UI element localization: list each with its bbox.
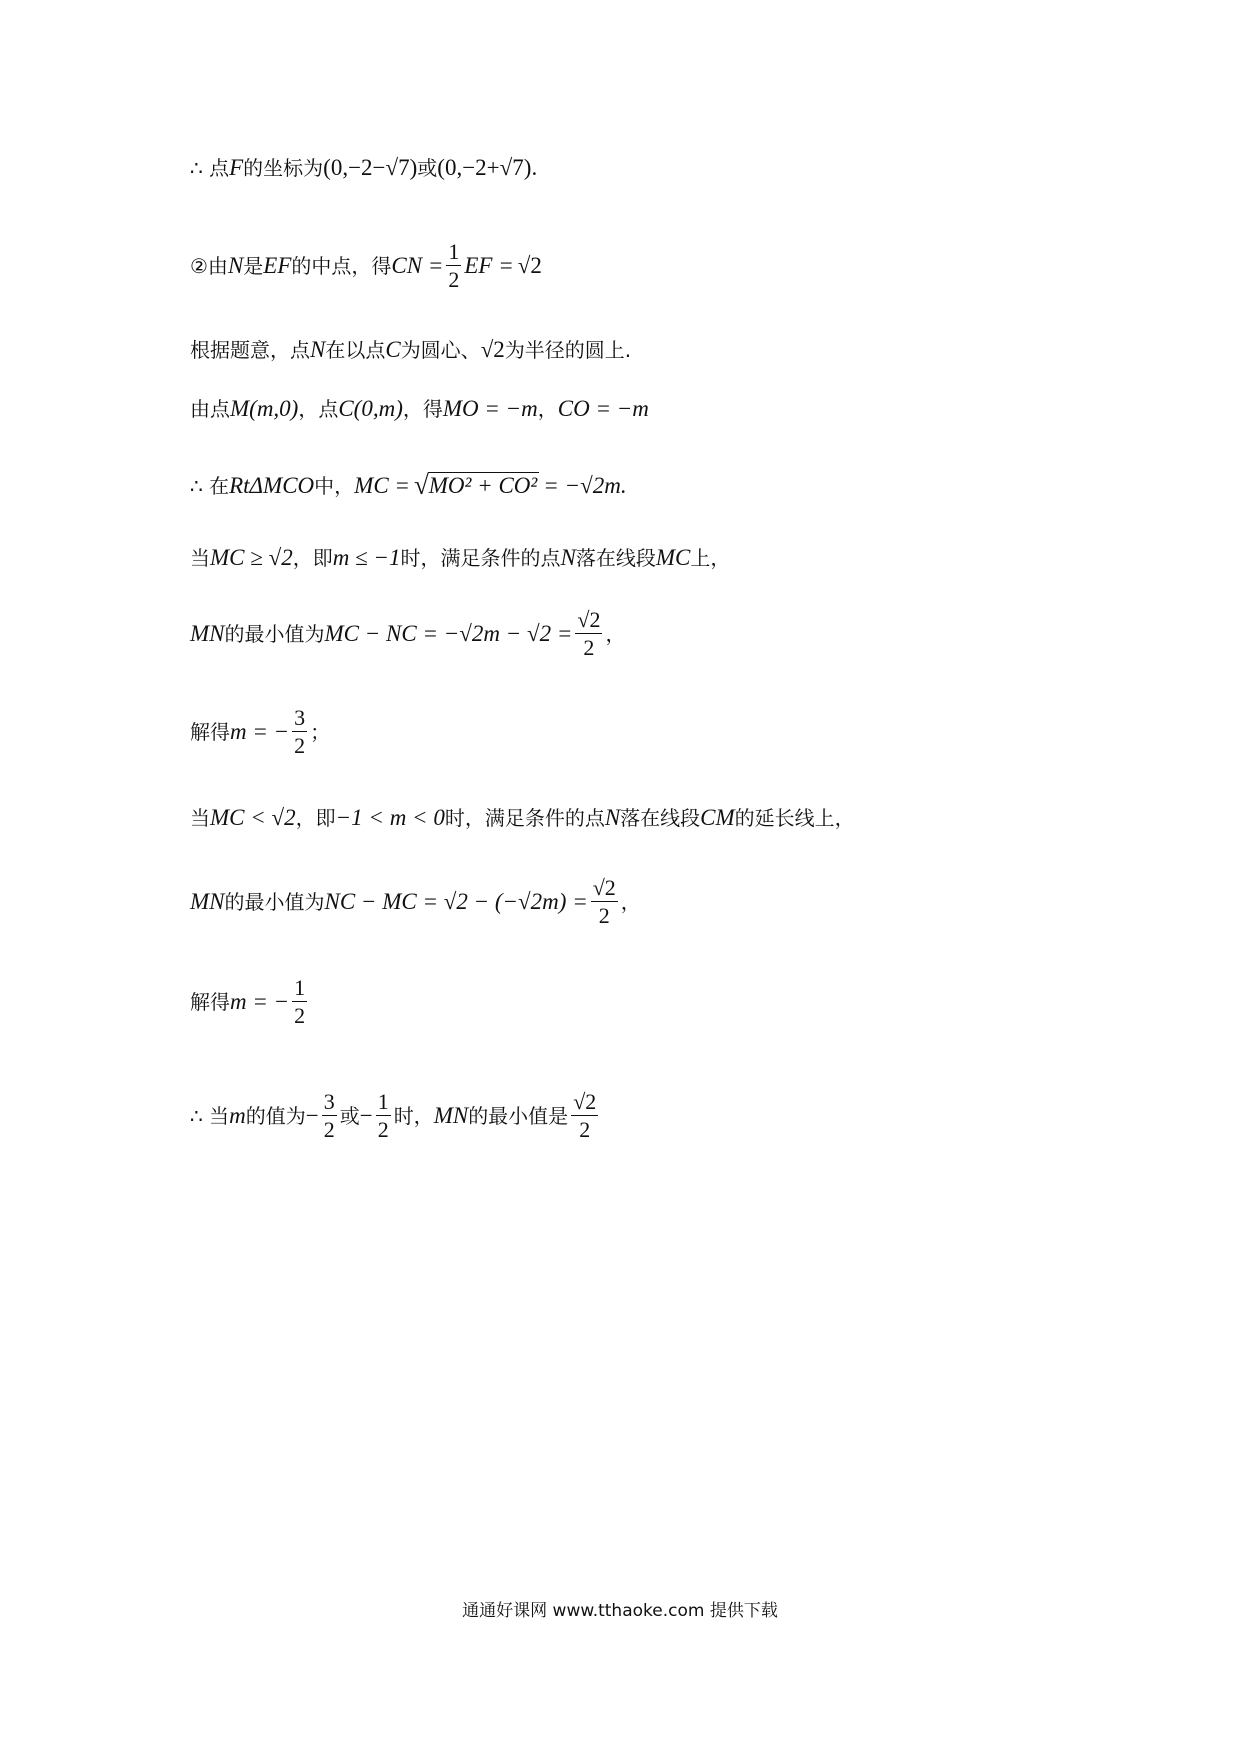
denominator: 2 [294, 733, 306, 759]
math-expression: MC ≥ √2 [210, 545, 293, 570]
denominator: 2 [579, 1117, 591, 1143]
solution-line-3 [190, 338, 631, 361]
numerator: 1 [446, 240, 461, 266]
fraction [446, 240, 461, 291]
text: ， [605, 621, 626, 646]
text: 根据题意，点 [190, 337, 310, 362]
text: ②由 [190, 253, 228, 278]
math-expression: MC = [354, 473, 410, 498]
math-coordinate: (0,−2−√7) [323, 155, 418, 180]
math-var: MN [190, 621, 225, 647]
text: 的延长线上， [734, 805, 855, 830]
solution-line-4 [190, 397, 649, 420]
text: ，即 [292, 545, 333, 570]
fraction [292, 976, 307, 1027]
text: 当 [190, 805, 210, 830]
text: 的值为 [245, 1103, 306, 1128]
math-var: N [560, 545, 576, 570]
denominator: 2 [598, 903, 610, 929]
math-expression: MO = −m [442, 396, 538, 421]
math-var: N [227, 253, 244, 279]
math-expression: CO = −m [557, 396, 649, 421]
math-minus: − [359, 1103, 373, 1129]
text: ，得 [402, 396, 443, 421]
math-expression: MC < √2 [210, 805, 296, 830]
math-var: MC [655, 545, 691, 570]
text: 的最小值是 [468, 1103, 569, 1128]
math-var: EF [263, 253, 292, 279]
math-expression: EF = [464, 253, 514, 279]
math-expression: = −√2m. [543, 473, 627, 498]
numerator: √2 [571, 1090, 598, 1116]
solution-line-5 [190, 472, 627, 499]
math-expression: m ≤ −1 [332, 545, 401, 570]
text: ∴ 在 [190, 473, 230, 498]
text: 时，满足条件的点 [400, 545, 561, 570]
solution-line-12 [190, 1090, 601, 1141]
fraction [322, 1090, 337, 1141]
fraction [292, 706, 307, 757]
text: 中， [314, 473, 355, 498]
math-coordinate: (0,−2+√7) [437, 155, 532, 180]
text: 或 [339, 1103, 360, 1128]
solution-line-9 [190, 806, 855, 829]
text: ， [537, 396, 558, 421]
denominator: 2 [377, 1117, 389, 1143]
text: 的最小值为 [224, 621, 325, 646]
solution-line-2 [190, 240, 542, 291]
numerator: √2 [591, 876, 618, 902]
fraction [571, 1090, 598, 1141]
numerator: 3 [292, 706, 307, 732]
solution-line-8 [190, 706, 330, 757]
text: 解得 [190, 989, 230, 1014]
text: ∴ 点 [190, 155, 230, 180]
math-expression: m = − [230, 989, 290, 1015]
text: 解得 [190, 719, 230, 744]
math-var: C [385, 337, 401, 362]
text: 由点 [190, 396, 230, 421]
text: 在以点 [325, 337, 386, 362]
text: 落在线段 [620, 805, 701, 830]
math-sqrt: √2 [517, 253, 542, 279]
radical [414, 472, 539, 499]
text: 时， [393, 1103, 434, 1128]
math-sqrt: √2 [480, 337, 505, 362]
numerator: 3 [322, 1090, 337, 1116]
solution-line-1 [190, 156, 537, 179]
fraction [575, 608, 602, 659]
text: 是 [243, 253, 264, 278]
denominator: 2 [583, 635, 595, 661]
math-expression: CN = [391, 253, 444, 279]
math-var: N [604, 805, 621, 830]
text: 为圆心、 [400, 337, 481, 362]
solution-line-7 [190, 608, 625, 659]
footer-source: 通通好课网 www.tthaoke.com 提供下载 [462, 1601, 778, 1621]
math-point: M(m,0) [230, 396, 299, 421]
text: 上， [690, 545, 731, 570]
text: 时，满足条件的点 [444, 805, 605, 830]
text: 当 [190, 545, 210, 570]
text: ∴ 当 [190, 1103, 230, 1128]
denominator: 2 [294, 1003, 306, 1029]
fraction [376, 1090, 391, 1141]
radical-sign: √ [413, 470, 429, 500]
solution-line-10 [190, 876, 641, 927]
solution-line-6 [190, 546, 730, 569]
numerator: 1 [376, 1090, 391, 1116]
math-expression: −1 < m < 0 [335, 805, 445, 830]
math-var: MN [190, 889, 225, 915]
numerator: √2 [575, 608, 602, 634]
denominator: 2 [448, 267, 460, 293]
math-expression: NC − MC = √2 − (−√2m) = [324, 889, 588, 915]
math-var: MN [433, 1103, 469, 1129]
math-expression: m = − [230, 719, 290, 745]
math-var: F [229, 155, 244, 180]
text: ， [620, 889, 641, 914]
text: 的坐标为 [243, 155, 324, 180]
solution-line-11 [190, 976, 310, 1027]
text: ，即 [295, 805, 336, 830]
numerator: 1 [292, 976, 307, 1002]
denominator: 2 [323, 1117, 335, 1143]
math-triangle: RtΔMCO [229, 473, 315, 498]
math-var: m [229, 1103, 246, 1129]
text: 落在线段 [575, 545, 656, 570]
math-minus: − [305, 1103, 319, 1129]
text: 的最小值为 [224, 889, 325, 914]
math-var: CM [700, 805, 735, 830]
text: 的中点，得 [291, 253, 392, 278]
fraction [591, 876, 618, 927]
radicand: MO² + CO² [428, 473, 538, 498]
math-text: . [531, 155, 538, 180]
math-expression: MC − NC = −√2m − √2 = [324, 621, 573, 647]
text: 或 [417, 155, 438, 180]
text: 为半径的圆上. [504, 337, 632, 362]
math-var: N [310, 337, 326, 362]
text: ； [310, 719, 331, 744]
text: ，点 [298, 396, 339, 421]
math-point: C(0,m) [338, 396, 403, 421]
